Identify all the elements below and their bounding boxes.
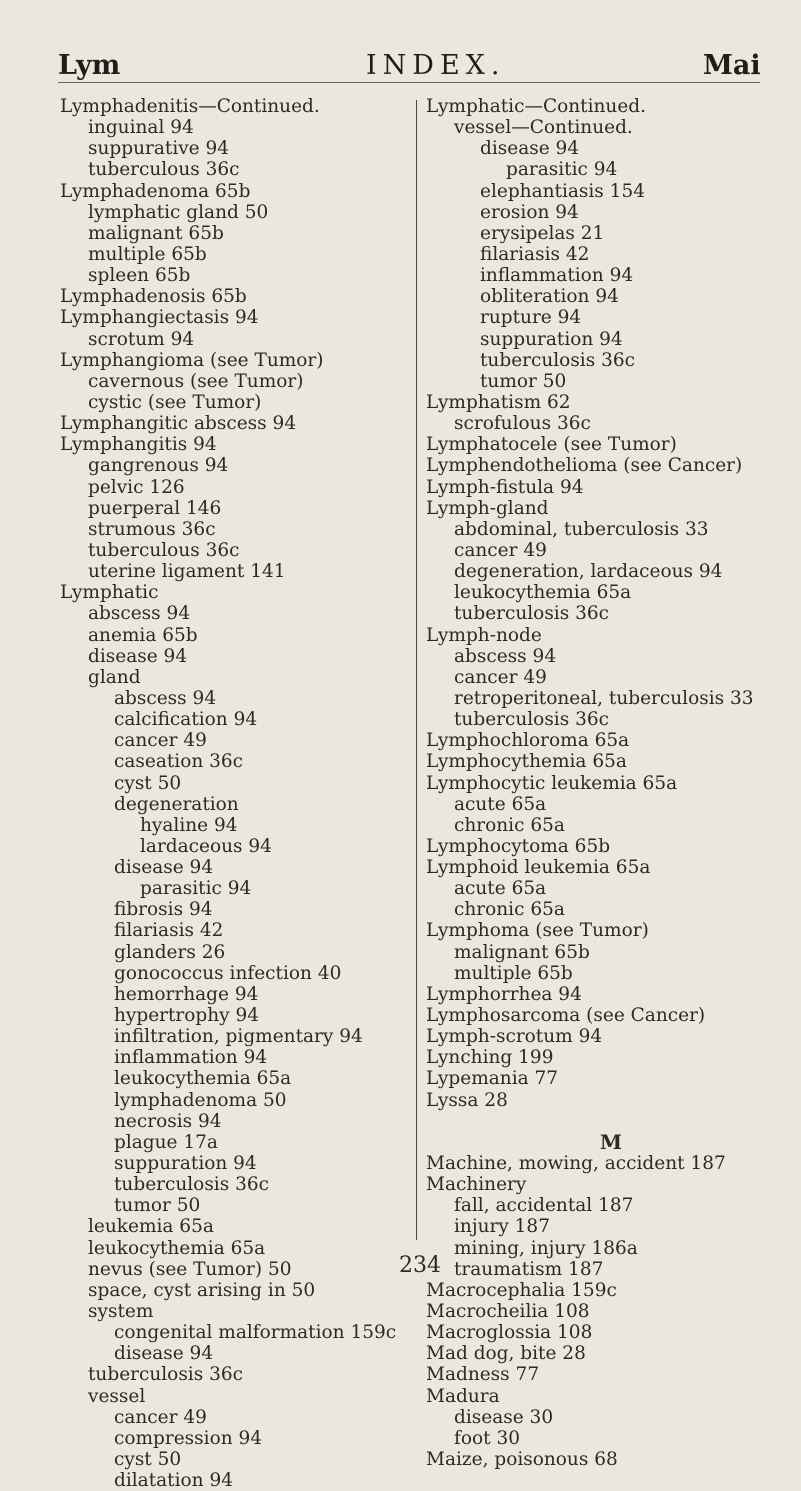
index-subentry: tumor 50 — [114, 1195, 201, 1217]
index-subentry: retroperitoneal, tuberculosis 33 — [454, 687, 754, 709]
index-subentry: disease 94 — [88, 645, 188, 667]
index-subentry: tuberculosis 36c — [88, 1364, 244, 1386]
index-entry: Lymphadenosis 65b — [60, 286, 247, 308]
index-subentry: glanders 26 — [114, 941, 226, 963]
index-subentry: tuberculous 36c — [88, 539, 240, 561]
index-entry: Lymphadenitis—Continued. — [60, 96, 320, 117]
header-rule — [58, 82, 760, 83]
left-index-column — [60, 96, 410, 1491]
index-subentry: cancer 49 — [114, 730, 207, 752]
index-subentry: tuberculosis 36c — [454, 709, 610, 731]
index-subentry: foot 30 — [454, 1427, 520, 1449]
index-subentry: disease 94 — [114, 857, 214, 879]
index-subentry: gonococcus infection 40 — [114, 962, 342, 984]
index-subentry: cyst 50 — [114, 1449, 182, 1470]
right-guide-word: Mai — [703, 50, 761, 81]
index-entry: Lynching 199 — [426, 1047, 554, 1069]
page-number: 234 — [399, 1253, 441, 1278]
index-subentry: vessel — [88, 1385, 146, 1407]
index-subentry: cavernous (see Tumor) — [88, 370, 304, 392]
index-subentry: nevus (see Tumor) 50 — [88, 1258, 292, 1280]
index-subentry: scrotum 94 — [88, 328, 195, 350]
index-entry: Lymphorrhea 94 — [426, 983, 582, 1005]
index-subentry: suppuration 94 — [480, 328, 623, 350]
index-subentry: fall, accidental 187 — [454, 1195, 634, 1217]
index-entry: Lymphatism 62 — [426, 391, 571, 413]
index-subentry: hypertrophy 94 — [114, 1005, 260, 1027]
index-subentry: inguinal 94 — [88, 117, 194, 139]
index-subentry: chronic 65a — [454, 899, 565, 921]
index-subentry: scrofulous 36c — [454, 413, 591, 435]
index-entry: Lymph-fistula 94 — [426, 476, 584, 498]
index-entry: Lymphendothelioma (see Cancer) — [426, 455, 743, 477]
index-entry: Lymphocytoma 65b — [426, 835, 611, 857]
index-entry: Lyssa 28 — [426, 1089, 508, 1111]
index-subentry: strumous 36c — [88, 518, 216, 540]
index-entry: Maize, poisonous 68 — [426, 1449, 618, 1470]
index-entry: Lymphosarcoma (see Cancer) — [426, 1005, 706, 1027]
section-letter: M — [599, 1129, 623, 1154]
index-entry: Lymphochloroma 65a — [426, 730, 630, 752]
index-subentry: chronic 65a — [454, 814, 565, 836]
index-entry: Lymphatic—Continued. — [426, 96, 647, 117]
index-subentry: dilatation 94 — [114, 1470, 233, 1491]
index-subentry: lardaceous 94 — [140, 835, 272, 857]
index-entry: Lymphocytic leukemia 65a — [426, 772, 678, 794]
index-subentry: degeneration, lardaceous 94 — [454, 561, 723, 583]
index-subentry: congenital malformation 159c — [114, 1322, 397, 1344]
index-entry: Lymphadenoma 65b — [60, 180, 251, 202]
index-subentry: multiple 65b — [88, 243, 207, 265]
left-guide-word: Lym — [58, 50, 121, 81]
index-subentry: malignant 65b — [454, 941, 590, 963]
index-subentry: gland — [88, 666, 141, 688]
index-subentry: malignant 65b — [88, 222, 224, 244]
index-entry: Madura — [426, 1385, 500, 1407]
index-entry: Macrocheilia 108 — [426, 1301, 590, 1323]
index-subentry: disease 94 — [114, 1343, 214, 1365]
index-subentry: filariasis 42 — [480, 243, 590, 265]
index-subentry: leukocythemia 65a — [454, 582, 632, 604]
index-subentry: pelvic 126 — [88, 476, 185, 498]
index-subentry: fibrosis 94 — [114, 899, 213, 921]
column-divider — [416, 100, 417, 1240]
index-subentry: cyst 50 — [114, 772, 182, 794]
index-subentry: anemia 65b — [88, 624, 198, 646]
index-subentry: erysipelas 21 — [480, 222, 605, 244]
index-subentry: cancer 49 — [454, 666, 547, 688]
index-subentry: leukocythemia 65a — [88, 1237, 266, 1259]
index-entry: Lymph-gland — [426, 497, 549, 519]
index-subentry: hyaline 94 — [140, 814, 238, 836]
page-title: INDEX. — [366, 50, 506, 81]
index-subentry: disease 30 — [454, 1406, 554, 1428]
index-entry: Lymphangitis 94 — [60, 434, 217, 456]
index-subentry: abscess 94 — [88, 603, 191, 625]
index-subentry: filariasis 42 — [114, 920, 224, 942]
index-subentry: lymphadenoma 50 — [114, 1089, 287, 1111]
index-subentry: tuberculosis 36c — [480, 349, 636, 371]
index-entry: Lymphocythemia 65a — [426, 751, 627, 773]
index-entry: Lymphangitic abscess 94 — [60, 413, 297, 435]
index-entry: Lymph-node — [426, 624, 542, 646]
index-subentry: parasitic 94 — [506, 159, 618, 181]
index-subentry: parasitic 94 — [140, 878, 252, 900]
index-subentry: tuberculous 36c — [88, 159, 240, 181]
index-subentry: uterine ligament 141 — [88, 561, 286, 583]
index-subentry: lymphatic gland 50 — [88, 201, 269, 223]
index-subentry: traumatism 187 — [454, 1258, 604, 1280]
index-subentry: necrosis 94 — [114, 1110, 222, 1132]
index-entry: Lypemania 77 — [426, 1068, 559, 1090]
index-subentry: elephantiasis 154 — [480, 180, 645, 202]
index-entry: Machine, mowing, accident 187 — [426, 1153, 726, 1175]
index-entry: Lymphatocele (see Tumor) — [426, 434, 677, 456]
page-header — [0, 50, 801, 90]
spacer — [426, 1111, 786, 1132]
index-subentry: degeneration — [114, 793, 239, 815]
index-subentry: puerperal 146 — [88, 497, 222, 519]
index-subentry: calcification 94 — [114, 709, 258, 731]
right-index-column — [426, 96, 786, 1470]
index-entry: Mad dog, bite 28 — [426, 1343, 586, 1365]
index-subentry: abdominal, tuberculosis 33 — [454, 518, 709, 540]
index-subentry: inflammation 94 — [480, 265, 634, 287]
index-subentry: system — [88, 1301, 154, 1323]
index-entry: Lymphatic — [60, 582, 159, 604]
index-subentry: caseation 36c — [114, 751, 244, 773]
index-entry: Macroglossia 108 — [426, 1322, 593, 1344]
index-subentry: gangrenous 94 — [88, 455, 229, 477]
index-subentry: hemorrhage 94 — [114, 983, 259, 1005]
index-entry: Lymphangioma (see Tumor) — [60, 349, 324, 371]
index-subentry: disease 94 — [480, 138, 580, 160]
index-subentry: injury 187 — [454, 1216, 550, 1238]
index-subentry: cancer 49 — [114, 1406, 207, 1428]
index-subentry: inflammation 94 — [114, 1047, 268, 1069]
index-subentry: compression 94 — [114, 1427, 263, 1449]
index-subentry: leukocythemia 65a — [114, 1068, 292, 1090]
index-entry: Lymphoid leukemia 65a — [426, 857, 651, 879]
index-subentry: tuberculosis 36c — [114, 1174, 270, 1196]
index-subentry: acute 65a — [454, 878, 547, 900]
index-entry: Machinery — [426, 1174, 527, 1196]
index-subentry: abscess 94 — [454, 645, 557, 667]
index-subentry: obliteration 94 — [480, 286, 619, 308]
index-subentry: vessel—Continued. — [454, 117, 633, 139]
index-subentry: mining, injury 186a — [454, 1237, 638, 1259]
index-subentry: cystic (see Tumor) — [88, 391, 262, 413]
index-subentry: plague 17a — [114, 1131, 218, 1153]
index-subentry: multiple 65b — [454, 962, 573, 984]
index-subentry: tumor 50 — [480, 370, 567, 392]
index-entry: Lymphangiectasis 94 — [60, 307, 259, 329]
index-subentry: infiltration, pigmentary 94 — [114, 1026, 363, 1048]
index-subentry: spleen 65b — [88, 265, 191, 287]
index-subentry: leukemia 65a — [88, 1216, 214, 1238]
index-entry: Macrocephalia 159c — [426, 1279, 617, 1301]
index-subentry: acute 65a — [454, 793, 547, 815]
index-entry: Lymphoma (see Tumor) — [426, 920, 649, 942]
index-subentry: space, cyst arising in 50 — [88, 1279, 316, 1301]
index-subentry: erosion 94 — [480, 201, 579, 223]
index-subentry: rupture 94 — [480, 307, 582, 329]
index-entry: Lymph-scrotum 94 — [426, 1026, 603, 1048]
index-subentry: suppuration 94 — [114, 1153, 257, 1175]
index-subentry: cancer 49 — [454, 539, 547, 561]
index-subentry: abscess 94 — [114, 687, 217, 709]
index-subentry: suppurative 94 — [88, 138, 230, 160]
index-subentry: tuberculosis 36c — [454, 603, 610, 625]
index-entry: Madness 77 — [426, 1364, 540, 1386]
